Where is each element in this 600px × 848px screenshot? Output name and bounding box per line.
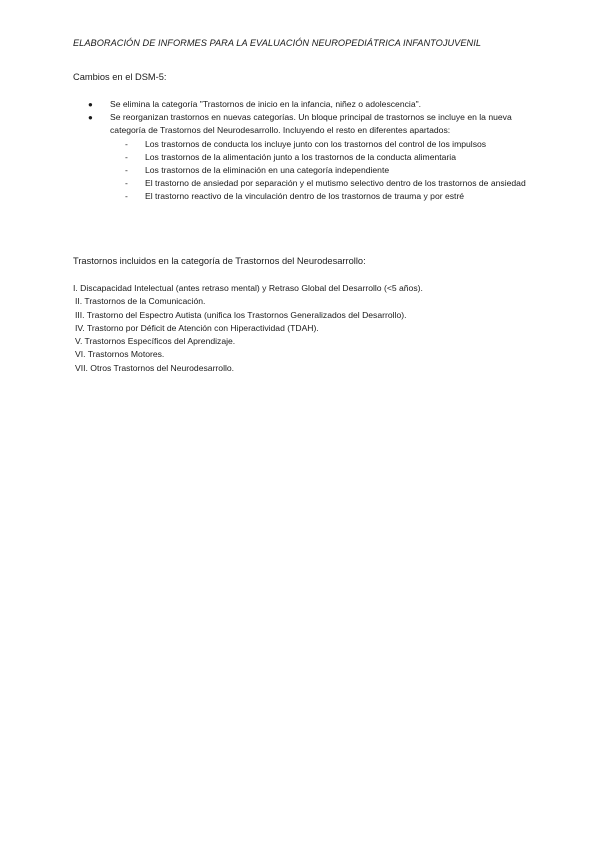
enum-list-item: II. Trastornos de la Comunicación. xyxy=(75,296,206,307)
sub-item-text: Los trastornos de la alimentación junto a los trastornos de la conducta alimentaria xyxy=(145,151,456,162)
bullet-item xyxy=(73,111,533,137)
bullet-dot-icon: ● xyxy=(88,100,93,109)
bullet-dot-icon: ● xyxy=(88,113,93,123)
enum-list-item: VII. Otros Trastornos del Neurodesarrollo. xyxy=(75,362,235,373)
bullet-text: Se elimina la categoría "Trastornos de inicio en la infancia, niñez o adolescencia". xyxy=(110,99,422,109)
sub-list-item xyxy=(109,138,533,151)
section-title-dsm5-changes: Cambios en el DSM-5: xyxy=(73,72,167,82)
sub-item-text: Los trastornos de conducta los incluye junto con los trastornos del control de los impulsos xyxy=(145,138,487,149)
sub-bullet-list xyxy=(109,138,533,204)
page-header: ELABORACIÓN DE INFORMES PARA LA EVALUACIÓN NEUROPEDIÁTRICA INFANTOJUVENIL xyxy=(73,38,481,48)
enum-list-item: IV. Trastorno por Déficit de Atención con Hiperactividad (TDAH). xyxy=(75,322,319,333)
sub-list-item xyxy=(109,164,533,177)
sub-list-item xyxy=(109,190,533,203)
dash-marker-icon: - xyxy=(125,138,128,149)
enum-list-item: VI. Trastornos Motores. xyxy=(75,349,165,360)
bullet-text: Se reorganizan trastornos en nuevas categorías. Un bloque principal de trastornos se incluye en la nueva categoría de Trastornos del Neurodesarrollo. Incluyendo el resto en diferentes apartados: xyxy=(110,112,512,136)
sub-list-item xyxy=(109,177,533,190)
sub-list-item xyxy=(109,151,533,164)
section-title-neurodevelopment: Trastornos incluidos en la categoría de Trastornos del Neurodesarrollo: xyxy=(73,256,366,266)
dash-marker-icon: - xyxy=(125,191,128,202)
enum-list-item: I. Discapacidad Intelectual (antes retraso mental) y Retraso Global del Desarrollo (<5 años). xyxy=(73,283,423,293)
sub-item-text: El trastorno reactivo de la vinculación dentro de los trastornos de trauma y por estré xyxy=(145,191,465,202)
bullet-item xyxy=(73,98,533,111)
changes-bullet-list xyxy=(73,98,533,204)
enum-list-item: V. Trastornos Específicos del Aprendizaje. xyxy=(75,336,236,347)
neurodevelopment-enum-list xyxy=(73,282,543,375)
enum-list-item: III. Trastorno del Espectro Autista (unifica los Trastornos Generalizados del Desarrollo). xyxy=(75,309,407,320)
sub-item-text: Los trastornos de la eliminación en una categoría independiente xyxy=(145,165,390,176)
sub-item-text: El trastorno de ansiedad por separación y el mutismo selectivo dentro de los trastornos de ansiedad xyxy=(145,178,526,189)
dash-marker-icon: - xyxy=(125,178,128,189)
dash-marker-icon: - xyxy=(125,165,128,176)
dash-marker-icon: - xyxy=(125,151,128,162)
